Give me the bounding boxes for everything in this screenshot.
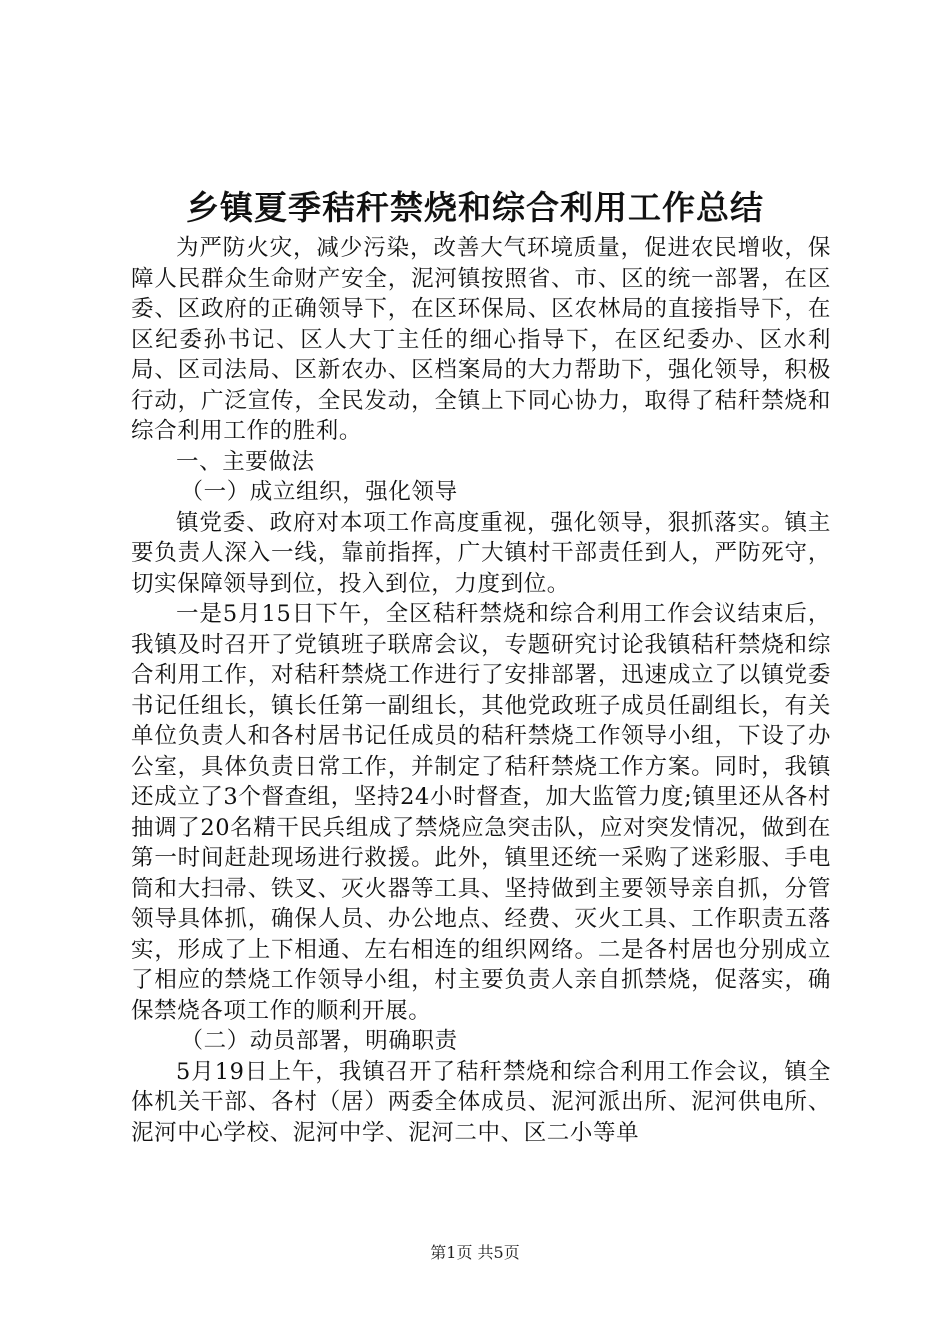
subsection-heading-organization: （一）成立组织，强化领导 [180,479,458,505]
paragraph-intro: 为严防火灾，减少污染，改善大气环境质量，促进农民增收，保障人民群众生命财产安全，泥河镇按照省、市、区的统一部署，在区委、区政府的正确领导下，在区环保局、区农林局的直接指导下，在区纪委孙书记、区人大丁主任的细心指导下，在区纪委办、区水利局、区司法局、区新农办、区档案局的大力帮助下，强化领导，积极行动，广泛宣传，全民发动，全镇上下同心协力，取得了秸秆禁烧和综合利用工作的胜利。 [131,235,831,444]
subsection-heading-mobilization: （二）动员部署，明确职责 [180,1028,458,1054]
paragraph-leadership: 镇党委、政府对本项工作高度重视，强化领导，狠抓落实。镇主要负责人深入一线，靠前指挥，广大镇村干部责任到人，严防死守，切实保障领导到位，投入到位，力度到位。 [131,509,831,597]
document-title: 乡镇夏季秸秆禁烧和综合利用工作总结 [186,188,764,227]
paragraph-meeting: 5月19日上午，我镇召开了秸秆禁烧和综合利用工作会议，镇全体机关干部、各村（居）两委全体成员、泥河派出所、泥河供电所、泥河中心学校、泥河中学、泥河二中、区二小等单 [131,1058,831,1146]
paragraph-measures: 一是5月15日下午，全区秸秆禁烧和综合利用工作会议结束后，我镇及时召开了党镇班子联席会议，专题研究讨论我镇秸秆禁烧和综合利用工作，对秸秆禁烧工作进行了安排部署，迅速成立了以镇党委书记任组长，镇长任第一副组长，其他党政班子成员任副组长，有关单位负责人和各村居书记任成员的秸秆禁烧工作领导小组，下设了办公室，具体负责日常工作，并制定了秸秆禁烧工作方案。同时，我镇还成立了3个督查组，坚持24小时督查，加大监管力度;镇里还从各村抽调了20名精干民兵组成了禁烧应急突击队，应对突发情况，做到在第一时间赶赴现场进行救援。此外，镇里还统一采购了迷彩服、手电筒和大扫帚、铁叉、灭火器等工具、坚持做到主要领导亲自抓，分管领导具体抓，确保人员、办公地点、经费、灭火工具、工作职责五落实，形成了上下相通、左右相连的组织网络。二是各村居也分别成立了相应的禁烧工作领导小组，村主要负责人亲自抓禁烧，促落实，确保禁烧各项工作的顺利开展。 [131,601,831,1024]
section-heading-main-practices: 一、主要做法 [176,448,315,475]
document-body [131,233,831,1148]
page-number: 第1页 共5页 [430,1243,520,1262]
